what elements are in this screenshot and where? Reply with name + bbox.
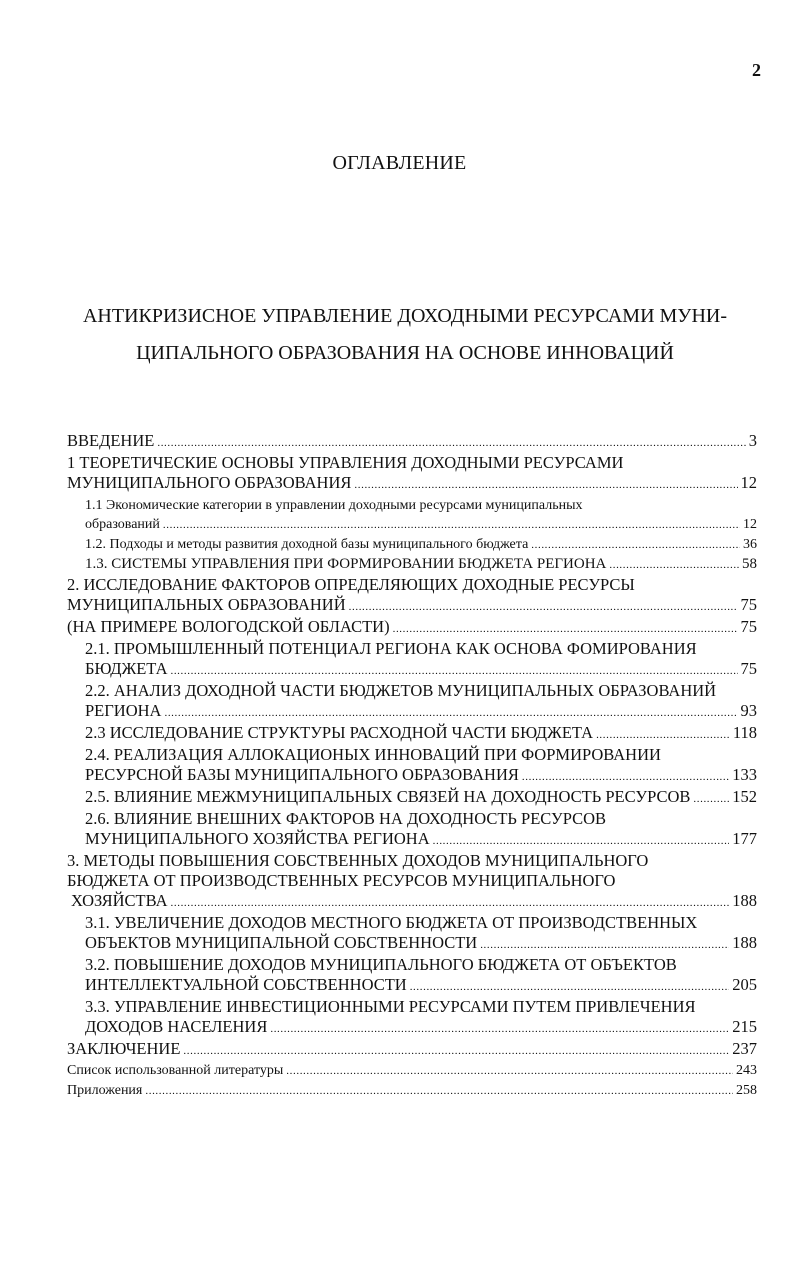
- toc-page-number: 188: [732, 933, 757, 952]
- dot-leader: [349, 597, 738, 617]
- toc-page-number: 12: [743, 517, 757, 532]
- toc-entry-section-3-1[interactable]: [67, 913, 757, 955]
- toc-entry-title: 1.3. СИСТЕМЫ УПРАВЛЕНИЯ ПРИ ФОРМИРОВАНИИ БЮДЖЕТА РЕГИОНА: [85, 556, 607, 572]
- toc-entry-title: БЮДЖЕТА: [85, 659, 168, 678]
- dot-leader: [410, 977, 730, 997]
- toc-entry-chapter-2[interactable]: [67, 575, 757, 617]
- toc-entry-title: РЕСУРСНОЙ БАЗЫ МУНИЦИПАЛЬНОГО ОБРАЗОВАНИЯ: [85, 765, 519, 784]
- toc-entry-section-1-1[interactable]: [67, 496, 757, 535]
- toc-page-number: 75: [740, 659, 757, 678]
- dot-leader: [393, 619, 738, 639]
- toc-entry-title: (НА ПРИМЕРЕ ВОЛОГОДСКОЙ ОБЛАСТИ): [67, 617, 390, 636]
- toc-entry-title: МУНИЦИПАЛЬНЫХ ОБРАЗОВАНИЙ: [67, 595, 346, 614]
- toc-entry-title: МУНИЦИПАЛЬНОГО ОБРАЗОВАНИЯ: [67, 473, 352, 492]
- toc-page-number: 237: [732, 1039, 757, 1058]
- toc-entry-section-2-6[interactable]: [67, 809, 757, 851]
- toc-entry-title: ДОХОДОВ НАСЕЛЕНИЯ: [85, 1017, 268, 1036]
- toc-page-number: 177: [732, 829, 757, 848]
- dot-leader: [531, 536, 740, 555]
- toc-entry-title-line: 2.6. ВЛИЯНИЕ ВНЕШНИХ ФАКТОРОВ НА ДОХОДНОСТЬ РЕСУРСОВ: [85, 809, 607, 828]
- book-title: [60, 298, 750, 372]
- toc-entry-title-line: 1.1 Экономические категории в управлении доходными ресурсами муниципальных: [85, 498, 583, 513]
- toc-entry-section-2-5[interactable]: [67, 787, 757, 809]
- dot-leader: [170, 661, 737, 681]
- dot-leader: [609, 556, 739, 575]
- toc-entry-title-line: 2.1. ПРОМЫШЛЕННЫЙ ПОТЕНЦИАЛ РЕГИОНА КАК ОСНОВА ФОМИРОВАНИЯ: [85, 639, 697, 658]
- toc-entry-title-line: 3.1. УВЕЛИЧЕНИЕ ДОХОДОВ МЕСТНОГО БЮДЖЕТА ОТ ПРОИЗВОДСТВЕННЫХ: [85, 913, 698, 932]
- toc-entry-chapter-1[interactable]: [67, 453, 757, 495]
- toc-entry-title-line: 2. ИССЛЕДОВАНИЕ ФАКТОРОВ ОПРЕДЕЛЯЮЩИХ ДОХОДНЫЕ РЕСУРСЫ: [67, 575, 635, 594]
- dot-leader: [596, 725, 730, 745]
- toc-entry-title: Приложения: [67, 1083, 143, 1098]
- dot-leader: [480, 935, 729, 955]
- book-title-line-2: ЦИПАЛЬНОГО ОБРАЗОВАНИЯ НА ОСНОВЕ ИННОВАЦИЙ: [136, 342, 674, 364]
- dot-leader: [171, 893, 730, 913]
- dot-leader: [433, 831, 730, 851]
- dot-leader: [693, 789, 729, 809]
- toc-page-number: 258: [736, 1083, 757, 1098]
- book-title-line-1: АНТИКРИЗИСНОЕ УПРАВЛЕНИЕ ДОХОДНЫМИ РЕСУРСАМИ МУНИ-: [82, 305, 728, 327]
- toc-page-number: 215: [732, 1017, 757, 1036]
- toc-entry-section-2-3[interactable]: [67, 723, 757, 745]
- dot-leader: [522, 767, 729, 787]
- page-number: 2: [752, 60, 761, 80]
- dot-leader: [354, 475, 737, 495]
- toc-entry-title: РЕГИОНА: [85, 701, 162, 720]
- toc-page-number: 75: [740, 595, 757, 614]
- toc-page-number: 118: [732, 723, 757, 742]
- toc-entry-introduction[interactable]: [67, 431, 757, 453]
- toc-entry-section-2-4[interactable]: [67, 745, 757, 787]
- toc-page-number: 12: [740, 473, 757, 492]
- toc-entry-title-line: 2.4. РЕАЛИЗАЦИЯ АЛЛОКАЦИОНЫХ ИННОВАЦИЙ ПРИ ФОРМИРОВАНИИ: [85, 745, 661, 764]
- toc-page-number: 93: [740, 701, 757, 720]
- toc-entry-title-line: 1 ТЕОРЕТИЧЕСКИЕ ОСНОВЫ УПРАВЛЕНИЯ ДОХОДНЫМИ РЕСУРСАМИ: [67, 453, 624, 472]
- toc-entry-bibliography[interactable]: [67, 1061, 757, 1081]
- toc-entry-title-line: 2.2. АНАЛИЗ ДОХОДНОЙ ЧАСТИ БЮДЖЕТОВ МУНИЦИПАЛЬНЫХ ОБРАЗОВАНИЙ: [85, 681, 717, 700]
- table-of-contents: [67, 431, 757, 1101]
- toc-page-number: 133: [732, 765, 757, 784]
- toc-page-number: 188: [732, 891, 757, 910]
- dot-leader: [270, 1019, 729, 1039]
- dot-leader: [164, 703, 737, 723]
- toc-heading: ОГЛАВЛЕНИЕ: [332, 152, 467, 174]
- toc-entry-section-1-2[interactable]: [67, 535, 757, 555]
- dot-leader: [163, 516, 740, 535]
- toc-page-number: 58: [742, 556, 757, 572]
- toc-entry-title: ЗАКЛЮЧЕНИЕ: [67, 1039, 181, 1058]
- toc-entry-title-line: БЮДЖЕТА ОТ ПРОИЗВОДСТВЕННЫХ РЕСУРСОВ МУНИЦИПАЛЬНОГО: [67, 871, 616, 890]
- toc-entry-title: образований: [85, 517, 160, 532]
- toc-entry-title: ИНТЕЛЛЕКТУАЛЬНОЙ СОБСТВЕННОСТИ: [85, 975, 407, 994]
- toc-entry-title: МУНИЦИПАЛЬНОГО ХОЗЯЙСТВА РЕГИОНА: [85, 829, 430, 848]
- toc-entry-section-3-2[interactable]: [67, 955, 757, 997]
- toc-entry-chapter-3[interactable]: [67, 851, 757, 913]
- toc-entry-title: Список использованной литературы: [67, 1063, 284, 1078]
- toc-page-number: 152: [732, 787, 757, 806]
- dot-leader: [145, 1082, 733, 1101]
- toc-page-number: 243: [736, 1063, 757, 1078]
- toc-entry-title: ОБЪЕКТОВ МУНИЦИПАЛЬНОЙ СОБСТВЕННОСТИ: [85, 933, 478, 952]
- dot-leader: [157, 433, 745, 453]
- toc-entry-conclusion[interactable]: [67, 1039, 757, 1061]
- toc-entry-section-2-1[interactable]: [67, 639, 757, 681]
- toc-page-number: 205: [732, 975, 757, 994]
- toc-entry-title-line: 3.2. ПОВЫШЕНИЕ ДОХОДОВ МУНИЦИПАЛЬНОГО БЮДЖЕТА ОТ ОБЪЕКТОВ: [85, 955, 677, 974]
- toc-entry-section-1-3[interactable]: [67, 555, 757, 575]
- toc-entry-title: ВВЕДЕНИЕ: [67, 431, 155, 450]
- toc-entry-title: 2.3 ИССЛЕДОВАНИЕ СТРУКТУРЫ РАСХОДНОЙ ЧАСТИ БЮДЖЕТА: [85, 723, 594, 742]
- toc-entry-title: 2.5. ВЛИЯНИЕ МЕЖМУНИЦИПАЛЬНЫХ СВЯЗЕЙ НА ДОХОДНОСТЬ РЕСУРСОВ: [85, 787, 691, 806]
- toc-entry-section-2-2[interactable]: [67, 681, 757, 723]
- toc-entry-title-line: 3. МЕТОДЫ ПОВЫШЕНИЯ СОБСТВЕННЫХ ДОХОДОВ МУНИЦИПАЛЬНОГО: [67, 851, 649, 870]
- dot-leader: [286, 1062, 733, 1081]
- toc-page-number: 75: [740, 617, 757, 636]
- toc-entry-section-3-3[interactable]: [67, 997, 757, 1039]
- toc-entry-appendices[interactable]: [67, 1081, 757, 1101]
- toc-page-number: 3: [748, 431, 757, 450]
- toc-entry-title: 1.2. Подходы и методы развития доходной базы муниципального бюджета: [85, 537, 529, 552]
- toc-page-number: 36: [743, 537, 757, 552]
- toc-entry-title-line: 3.3. УПРАВЛЕНИЕ ИНВЕСТИЦИОННЫМИ РЕСУРСАМИ ПУТЕМ ПРИВЛЕЧЕНИЯ: [85, 997, 696, 1016]
- dot-leader: [183, 1041, 729, 1061]
- toc-entry-title: ХОЗЯЙСТВА: [71, 891, 168, 910]
- toc-entry-chapter-2-region[interactable]: [67, 617, 757, 639]
